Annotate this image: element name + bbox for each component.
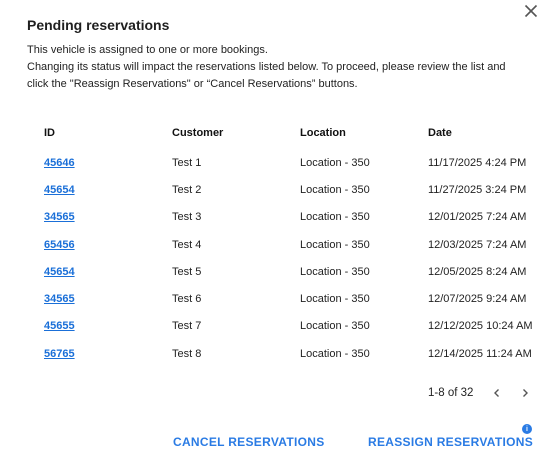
cancel-reservations-button[interactable]: CANCEL RESERVATIONS (173, 435, 325, 449)
customer-cell: Test 7 (172, 320, 202, 333)
column-header-customer: Customer (172, 127, 224, 139)
column-header-date: Date (428, 127, 452, 139)
location-cell: Location - 350 (300, 156, 370, 169)
customer-cell: Test 2 (172, 183, 202, 196)
reservation-id-link[interactable]: 56765 (44, 347, 75, 360)
table-row (30, 149, 548, 176)
date-cell: 12/07/2025 9:24 AM (428, 293, 527, 306)
pagination (428, 385, 535, 401)
location-cell: Location - 350 (300, 347, 370, 360)
column-header-location: Location (300, 127, 346, 139)
column-header-id: ID (44, 127, 55, 139)
reservation-id-link[interactable]: 45654 (44, 265, 75, 278)
date-cell: 12/12/2025 10:24 AM (428, 320, 533, 333)
location-cell: Location - 350 (300, 183, 370, 196)
location-cell: Location - 350 (300, 265, 370, 278)
previous-page-button[interactable] (487, 385, 507, 401)
table-row (30, 176, 548, 203)
date-cell: 12/03/2025 7:24 AM (428, 238, 527, 251)
table-row (30, 258, 548, 285)
customer-cell: Test 6 (172, 293, 202, 306)
table-row (30, 231, 548, 258)
reservation-id-link[interactable]: 45655 (44, 320, 75, 333)
reservation-id-link[interactable]: 34565 (44, 293, 75, 306)
date-cell: 12/01/2025 7:24 AM (428, 211, 527, 224)
close-icon (524, 4, 538, 18)
reassign-reservations-button[interactable]: REASSIGN RESERVATIONS (368, 435, 533, 449)
description-line-2: Changing its status will impact the reservations listed below. To proceed, please review the list and click the "Reassign Reservations" or “Cancel Reservations” buttons. (27, 61, 506, 90)
customer-cell: Test 3 (172, 211, 202, 224)
close-button[interactable] (520, 0, 542, 22)
date-cell: 11/27/2025 3:24 PM (428, 183, 527, 196)
chevron-right-icon (521, 388, 529, 398)
location-cell: Location - 350 (300, 211, 370, 224)
dialog-title: Pending reservations (27, 17, 170, 33)
customer-cell: Test 5 (172, 265, 202, 278)
table-row (30, 204, 548, 231)
next-page-button[interactable] (515, 385, 535, 401)
date-cell: 12/14/2025 11:24 AM (428, 347, 532, 360)
dialog-description (27, 42, 527, 93)
date-cell: 11/17/2025 4:24 PM (428, 156, 527, 169)
reservation-id-link[interactable]: 34565 (44, 211, 75, 224)
location-cell: Location - 350 (300, 293, 370, 306)
chevron-left-icon (493, 388, 501, 398)
reservation-id-link[interactable]: 65456 (44, 238, 75, 251)
location-cell: Location - 350 (300, 320, 370, 333)
pagination-range: 1-8 of 32 (428, 387, 474, 399)
reservations-table (30, 123, 548, 367)
customer-cell: Test 1 (172, 156, 202, 169)
table-header-row (30, 123, 548, 149)
table-row (30, 285, 548, 312)
table-row (30, 340, 548, 367)
customer-cell: Test 4 (172, 238, 202, 251)
info-badge-icon: i (522, 424, 532, 434)
description-line-1: This vehicle is assigned to one or more bookings. (27, 44, 268, 56)
customer-cell: Test 8 (172, 347, 202, 360)
date-cell: 12/05/2025 8:24 AM (428, 265, 527, 278)
location-cell: Location - 350 (300, 238, 370, 251)
reservation-id-link[interactable]: 45654 (44, 183, 75, 196)
table-row (30, 313, 548, 340)
reservation-id-link[interactable]: 45646 (44, 156, 75, 169)
